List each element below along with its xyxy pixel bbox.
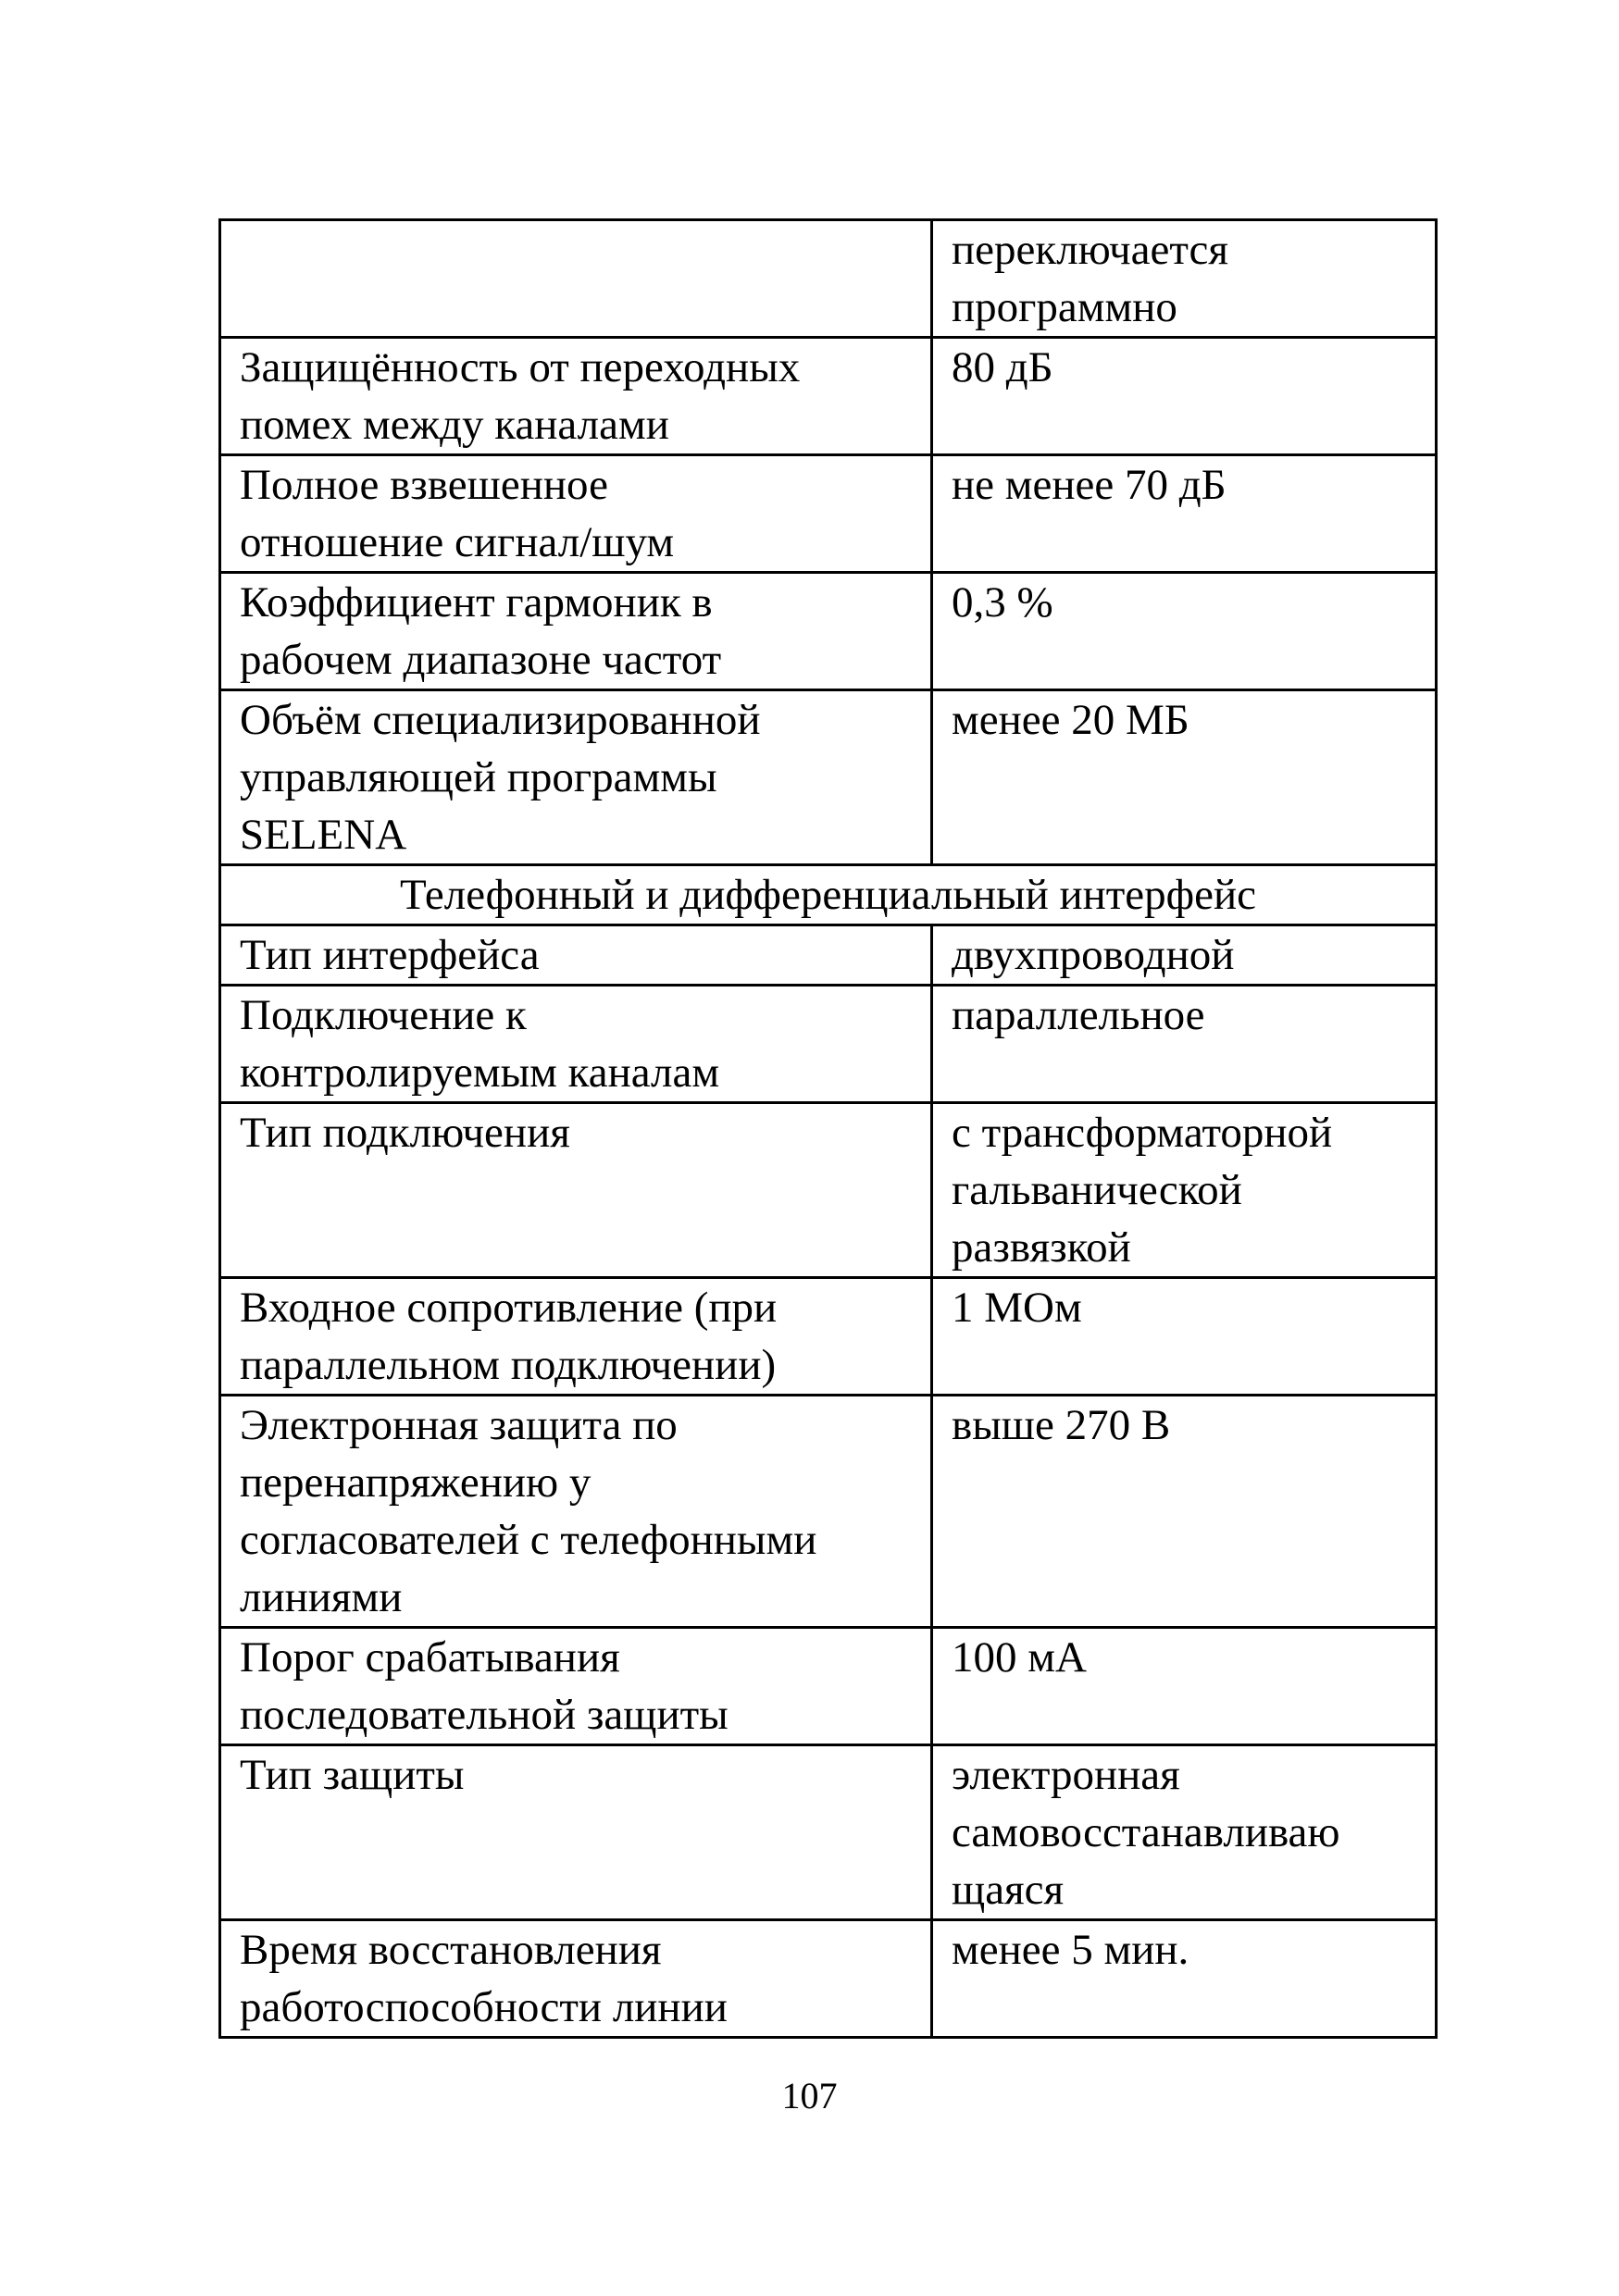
table-row [220,1920,1437,2038]
param-cell: Входное сопротивление (при параллельном подключении) [220,1278,932,1396]
table-row [220,1745,1437,1920]
param-cell: Подключение к контролируемым каналам [220,986,932,1103]
param-cell: Коэффициент гармоник в рабочем диапазоне частот [220,573,932,690]
table-row [220,925,1437,986]
table-row [220,455,1437,573]
value-cell: 100 мА [932,1628,1437,1745]
table-row [220,690,1437,865]
section-title: Телефонный и дифференциальный интерфейс [220,865,1437,925]
param-cell: Тип интерфейса [220,925,932,986]
value-cell: 1 МОм [932,1278,1437,1396]
table-row [220,573,1437,690]
param-cell: Защищённость от переходных помех между каналами [220,338,932,455]
param-cell [220,220,932,338]
value-cell: 80 дБ [932,338,1437,455]
table-row [220,1628,1437,1745]
section-header-row [220,865,1437,925]
page-number: 107 [781,2075,838,2116]
value-cell: не менее 70 дБ [932,455,1437,573]
table-row [220,220,1437,338]
param-cell: Объём специализированной управляющей программы SELENA [220,690,932,865]
table-row [220,986,1437,1103]
value-cell: менее 20 МБ [932,690,1437,865]
param-cell: Порог срабатывания последовательной защиты [220,1628,932,1745]
param-cell: Тип защиты [220,1745,932,1920]
param-cell: Тип подключения [220,1103,932,1278]
param-cell: Время восстановления работоспособности линии [220,1920,932,2038]
value-cell: электронная самовосстанавливаю щаяся [932,1745,1437,1920]
param-cell: Электронная защита по перенапряжению у согласователей с телефонными линиями [220,1396,932,1628]
value-cell: двухпроводной [932,925,1437,986]
value-cell: с трансформаторной гальванической развязкой [932,1103,1437,1278]
table-row [220,1396,1437,1628]
specifications-table [218,218,1438,2039]
value-cell: выше 270 В [932,1396,1437,1628]
table-row [220,338,1437,455]
table-row [220,1103,1437,1278]
value-cell: менее 5 мин. [932,1920,1437,2038]
table-row [220,1278,1437,1396]
value-cell: переключается программно [932,220,1437,338]
value-cell: 0,3 % [932,573,1437,690]
param-cell: Полное взвешенное отношение сигнал/шум [220,455,932,573]
value-cell: параллельное [932,986,1437,1103]
